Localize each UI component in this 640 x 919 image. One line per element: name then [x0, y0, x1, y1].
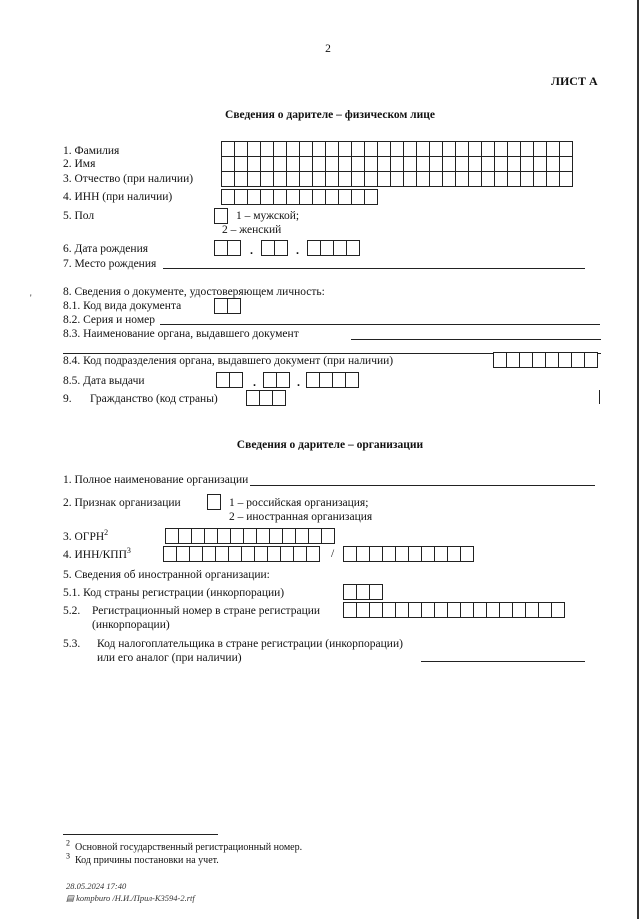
- label-doc-series: 8.2. Серия и номер: [63, 314, 155, 326]
- entry-cell[interactable]: [429, 171, 443, 187]
- label-foreign: 5. Сведения об иностранной организации:: [63, 569, 270, 581]
- entry-cell[interactable]: [260, 189, 274, 205]
- entry-cell[interactable]: [274, 240, 288, 256]
- entry-cell[interactable]: [256, 528, 270, 544]
- entry-cell[interactable]: [356, 584, 370, 600]
- entry-cell[interactable]: [442, 156, 456, 172]
- entry-cell[interactable]: [214, 208, 228, 224]
- entry-cell[interactable]: [247, 141, 261, 157]
- entry-cell[interactable]: [493, 352, 507, 368]
- entry-cell[interactable]: [333, 240, 347, 256]
- entry-cell[interactable]: [230, 528, 244, 544]
- entry-cell[interactable]: [215, 546, 229, 562]
- entry-cell[interactable]: [286, 189, 300, 205]
- entry-cell[interactable]: [312, 141, 326, 157]
- entry-cell[interactable]: [364, 156, 378, 172]
- doc-series-line[interactable]: [160, 324, 600, 325]
- entry-cell[interactable]: [507, 141, 521, 157]
- entry-cell[interactable]: [273, 156, 287, 172]
- entry-cell[interactable]: [351, 171, 365, 187]
- entry-cell[interactable]: [486, 602, 500, 618]
- org-option-foreign: 2 – иностранная организация: [229, 511, 373, 523]
- entry-cell[interactable]: [369, 602, 383, 618]
- gender-cell[interactable]: [214, 208, 227, 224]
- label-inn-kpp: 4. ИНН/КПП$^3$: [63, 546, 131, 561]
- entry-cell[interactable]: [261, 240, 275, 256]
- entry-cell[interactable]: [512, 602, 526, 618]
- entry-cell[interactable]: [377, 156, 391, 172]
- entry-cell[interactable]: [533, 156, 547, 172]
- entry-cell[interactable]: [221, 189, 235, 205]
- entry-cell[interactable]: [525, 602, 539, 618]
- entry-cell[interactable]: [306, 546, 320, 562]
- entry-cell[interactable]: [228, 546, 242, 562]
- entry-cell[interactable]: [546, 141, 560, 157]
- entry-cell[interactable]: [434, 602, 448, 618]
- issue-month-cells[interactable]: [263, 372, 289, 388]
- entry-cell[interactable]: [494, 171, 508, 187]
- entry-cell[interactable]: [447, 546, 461, 562]
- entry-cell[interactable]: [260, 171, 274, 187]
- page-number: 2: [325, 43, 331, 55]
- issuer-line-1[interactable]: [351, 339, 601, 340]
- entry-cell[interactable]: [319, 372, 333, 388]
- entry-cell[interactable]: [395, 602, 409, 618]
- entry-cell[interactable]: [520, 156, 534, 172]
- label-gender: 5. Пол: [63, 210, 95, 222]
- entry-cell[interactable]: [343, 584, 357, 600]
- entry-cell[interactable]: [189, 546, 203, 562]
- entry-cell[interactable]: [227, 240, 241, 256]
- entry-cell[interactable]: [559, 141, 573, 157]
- entry-cell[interactable]: [442, 141, 456, 157]
- entry-cell[interactable]: [263, 372, 277, 388]
- entry-cell[interactable]: [286, 171, 300, 187]
- entry-cell[interactable]: [382, 602, 396, 618]
- entry-cell[interactable]: [558, 352, 572, 368]
- entry-cell[interactable]: [545, 352, 559, 368]
- entry-cell[interactable]: [320, 240, 334, 256]
- entry-cell[interactable]: [312, 171, 326, 187]
- entry-cell[interactable]: [519, 352, 533, 368]
- label-birth-date: 6. Дата рождения: [63, 243, 149, 255]
- entry-cell[interactable]: [321, 528, 335, 544]
- entry-cell[interactable]: [447, 602, 461, 618]
- label-citizenship-num: 9.: [63, 393, 72, 405]
- entry-cell[interactable]: [460, 602, 474, 618]
- entry-cell[interactable]: [356, 602, 370, 618]
- label-issuer: 8.3. Наименование органа, выдавшего документ: [63, 328, 299, 340]
- label-patronymic: 3. Отчество (при наличии): [63, 173, 194, 185]
- entry-cell[interactable]: [429, 156, 443, 172]
- entry-cell[interactable]: [338, 156, 352, 172]
- entry-cell[interactable]: [377, 171, 391, 187]
- firstname-cells[interactable]: [221, 156, 572, 172]
- entry-cell[interactable]: [254, 546, 268, 562]
- entry-cell[interactable]: [351, 141, 365, 157]
- entry-cell[interactable]: [571, 352, 585, 368]
- entry-cell[interactable]: [299, 141, 313, 157]
- entry-cell[interactable]: [546, 171, 560, 187]
- citizenship-cells[interactable]: [246, 390, 285, 406]
- org-option-russian: 1 – российская организация;: [229, 497, 369, 509]
- sheet-label: ЛИСТ А: [551, 74, 598, 88]
- entry-cell[interactable]: [276, 372, 290, 388]
- entry-cell[interactable]: [247, 189, 261, 205]
- doc-type-cells[interactable]: [214, 298, 240, 314]
- inn-kpp-slash: /: [331, 548, 335, 560]
- entry-cell[interactable]: [299, 171, 313, 187]
- entry-cell[interactable]: [442, 171, 456, 187]
- org-name-line[interactable]: [250, 485, 595, 486]
- label-lastname: 1. Фамилия: [63, 145, 120, 157]
- entry-cell[interactable]: [538, 602, 552, 618]
- entry-cell[interactable]: [273, 189, 287, 205]
- entry-cell[interactable]: [364, 189, 378, 205]
- entry-cell[interactable]: [364, 141, 378, 157]
- label-id-doc: 8. Сведения о документе, удостоверяющем личность:: [63, 286, 325, 298]
- entry-cell[interactable]: [481, 141, 495, 157]
- birth-date-sep-1: .: [250, 243, 253, 257]
- page-edge: [637, 0, 639, 919]
- entry-cell[interactable]: [273, 171, 287, 187]
- entry-cell[interactable]: [559, 171, 573, 187]
- entry-cell[interactable]: [520, 171, 534, 187]
- entry-cell[interactable]: [395, 546, 409, 562]
- entry-cell[interactable]: [247, 156, 261, 172]
- section1-title: Сведения о дарителе – физическом лице: [225, 109, 435, 121]
- issuer-code-cells[interactable]: [493, 352, 597, 368]
- entry-cell[interactable]: [234, 156, 248, 172]
- entry-cell[interactable]: [259, 390, 273, 406]
- section2-title: Сведения о дарителе – организации: [236, 439, 424, 451]
- lastname-cells[interactable]: [221, 141, 572, 157]
- reg-country-cells[interactable]: [343, 584, 382, 600]
- entry-cell[interactable]: [221, 141, 235, 157]
- entry-cell[interactable]: [234, 141, 248, 157]
- print-timestamp: 28.05.2024 17:40: [66, 881, 127, 891]
- gender-option-male: 1 – мужской;: [236, 210, 300, 222]
- entry-cell[interactable]: [217, 528, 231, 544]
- entry-cell[interactable]: [468, 171, 482, 187]
- kpp-cells[interactable]: [343, 546, 473, 562]
- ogrn-cells[interactable]: [165, 528, 334, 544]
- entry-cell[interactable]: [434, 546, 448, 562]
- tax-code-line[interactable]: [421, 661, 585, 662]
- entry-cell[interactable]: [455, 171, 469, 187]
- entry-cell[interactable]: [481, 156, 495, 172]
- entry-cell[interactable]: [214, 298, 228, 314]
- footnote-separator: [63, 834, 218, 835]
- entry-cell[interactable]: [351, 156, 365, 172]
- entry-cell[interactable]: [241, 546, 255, 562]
- label-issue-date: 8.5. Дата выдачи: [63, 375, 145, 387]
- ogrn-footnote-mark: 2: [104, 528, 109, 538]
- entry-cell[interactable]: [299, 156, 313, 172]
- label-tax-code-1: Код налогоплательщика в стране регистрации (инкорпорации): [97, 638, 403, 650]
- label-reg-country: 5.1. Код страны регистрации (инкорпорации): [63, 587, 285, 599]
- entry-cell[interactable]: [343, 546, 357, 562]
- entry-cell[interactable]: [234, 189, 248, 205]
- entry-cell[interactable]: [351, 189, 365, 205]
- entry-cell[interactable]: [468, 141, 482, 157]
- entry-cell[interactable]: [390, 141, 404, 157]
- entry-cell[interactable]: [282, 528, 296, 544]
- issue-year-cells[interactable]: [306, 372, 358, 388]
- entry-cell[interactable]: [332, 372, 346, 388]
- entry-cell[interactable]: [382, 546, 396, 562]
- entry-cell[interactable]: [227, 298, 241, 314]
- label-org-name: 1. Полное наименование организации: [63, 474, 249, 486]
- label-tax-code-index: 5.3.: [63, 638, 81, 650]
- entry-cell[interactable]: [176, 546, 190, 562]
- entry-cell[interactable]: [273, 141, 287, 157]
- entry-cell[interactable]: [403, 156, 417, 172]
- entry-cell[interactable]: [202, 546, 216, 562]
- entry-cell[interactable]: [429, 141, 443, 157]
- label-doc-type: 8.1. Код вида документа: [63, 300, 182, 312]
- label-firstname: 2. Имя: [63, 158, 96, 170]
- entry-cell[interactable]: [229, 372, 243, 388]
- entry-cell[interactable]: [403, 171, 417, 187]
- entry-cell[interactable]: [390, 156, 404, 172]
- label-citizenship: Гражданство (код страны): [90, 393, 218, 405]
- entry-cell[interactable]: [260, 156, 274, 172]
- footnote-3: $^3$ Код причины постановки на учет.: [66, 851, 219, 866]
- entry-cell[interactable]: [325, 189, 339, 205]
- entry-cell[interactable]: [377, 141, 391, 157]
- entry-cell[interactable]: [559, 156, 573, 172]
- entry-cell[interactable]: [204, 528, 218, 544]
- entry-cell[interactable]: [165, 528, 179, 544]
- entry-cell[interactable]: [325, 156, 339, 172]
- entry-cell[interactable]: [338, 171, 352, 187]
- file-icon: ▤: [66, 893, 75, 903]
- entry-cell[interactable]: [421, 546, 435, 562]
- entry-cell[interactable]: [468, 156, 482, 172]
- entry-cell[interactable]: [280, 546, 294, 562]
- entry-cell[interactable]: [416, 141, 430, 157]
- entry-cell[interactable]: [234, 171, 248, 187]
- org-inn-cells[interactable]: [163, 546, 319, 562]
- entry-cell[interactable]: [325, 141, 339, 157]
- entry-cell[interactable]: [286, 156, 300, 172]
- entry-cell[interactable]: [494, 141, 508, 157]
- entry-cell[interactable]: [455, 141, 469, 157]
- entry-cell[interactable]: [421, 602, 435, 618]
- entry-cell[interactable]: [325, 171, 339, 187]
- entry-cell[interactable]: [260, 141, 274, 157]
- label-tax-code-2: или его аналог (при наличии): [97, 652, 242, 664]
- entry-cell[interactable]: [221, 156, 235, 172]
- entry-cell[interactable]: [286, 141, 300, 157]
- entry-cell[interactable]: [390, 171, 404, 187]
- entry-cell[interactable]: [343, 602, 357, 618]
- entry-cell[interactable]: [546, 156, 560, 172]
- entry-cell[interactable]: [416, 171, 430, 187]
- birth-day-cells[interactable]: [214, 240, 240, 256]
- issue-date-sep-1: .: [253, 375, 256, 389]
- entry-cell[interactable]: [163, 546, 177, 562]
- right-margin-mark: [599, 390, 600, 404]
- entry-cell[interactable]: [246, 390, 260, 406]
- org-sign-cell[interactable]: [207, 494, 220, 510]
- issue-day-cells[interactable]: [216, 372, 242, 388]
- entry-cell[interactable]: [243, 528, 257, 544]
- margin-speck: ': [30, 293, 32, 303]
- entry-cell[interactable]: [191, 528, 205, 544]
- entry-cell[interactable]: [306, 372, 320, 388]
- entry-cell[interactable]: [269, 528, 283, 544]
- entry-cell[interactable]: [506, 352, 520, 368]
- entry-cell[interactable]: [408, 602, 422, 618]
- entry-cell[interactable]: [307, 240, 321, 256]
- entry-cell[interactable]: [499, 602, 513, 618]
- entry-cell[interactable]: [533, 141, 547, 157]
- entry-cell[interactable]: [369, 584, 383, 600]
- entry-cell[interactable]: [178, 528, 192, 544]
- entry-cell[interactable]: [312, 189, 326, 205]
- entry-cell[interactable]: [584, 352, 598, 368]
- birth-month-cells[interactable]: [261, 240, 287, 256]
- entry-cell[interactable]: [455, 156, 469, 172]
- entry-cell[interactable]: [481, 171, 495, 187]
- birth-place-line[interactable]: [163, 268, 585, 269]
- birth-year-cells[interactable]: [307, 240, 359, 256]
- entry-cell[interactable]: [507, 156, 521, 172]
- entry-cell[interactable]: [507, 171, 521, 187]
- entry-cell[interactable]: [214, 240, 228, 256]
- entry-cell[interactable]: [312, 156, 326, 172]
- entry-cell[interactable]: [267, 546, 281, 562]
- label-reg-num-index: 5.2.: [63, 605, 81, 617]
- patronymic-cells[interactable]: [221, 171, 572, 187]
- label-org-sign: 2. Признак организации: [63, 497, 181, 509]
- entry-cell[interactable]: [369, 546, 383, 562]
- label-reg-num-1: Регистрационный номер в стране регистрации: [92, 605, 321, 617]
- entry-cell[interactable]: [416, 156, 430, 172]
- entry-cell[interactable]: [408, 546, 422, 562]
- entry-cell[interactable]: [356, 546, 370, 562]
- entry-cell[interactable]: [293, 546, 307, 562]
- birth-date-sep-2: .: [296, 243, 299, 257]
- entry-cell[interactable]: [272, 390, 286, 406]
- gender-option-female: 2 – женский: [222, 224, 282, 236]
- entry-cell[interactable]: [520, 141, 534, 157]
- entry-cell[interactable]: [345, 372, 359, 388]
- entry-cell[interactable]: [460, 546, 474, 562]
- issue-date-sep-2: .: [297, 375, 300, 389]
- label-inn: 4. ИНН (при наличии): [63, 191, 173, 203]
- entry-cell[interactable]: [403, 141, 417, 157]
- label-ogrn: 3. ОГРН$^2$: [63, 528, 109, 543]
- entry-cell[interactable]: [494, 156, 508, 172]
- entry-cell[interactable]: [338, 189, 352, 205]
- file-path: ▤ kompburo /Н.И./Прил-К3594-2.rtf: [66, 893, 195, 903]
- entry-cell[interactable]: [216, 372, 230, 388]
- inn-kpp-footnote-mark: 3: [126, 546, 131, 556]
- label-reg-num-2: (инкорпорации): [92, 619, 170, 631]
- entry-cell[interactable]: [295, 528, 309, 544]
- label-birth-place: 7. Место рождения: [63, 258, 157, 270]
- label-issuer-code: 8.4. Код подразделения органа, выдавшего документ (при наличии): [63, 355, 394, 367]
- entry-cell[interactable]: [473, 602, 487, 618]
- footnote-2: $^2$ Основной государственный регистрационный номер.: [66, 838, 303, 853]
- entry-cell[interactable]: [308, 528, 322, 544]
- entry-cell[interactable]: [364, 171, 378, 187]
- entry-cell[interactable]: [247, 171, 261, 187]
- inn-cells[interactable]: [221, 189, 377, 205]
- entry-cell[interactable]: [551, 602, 565, 618]
- entry-cell[interactable]: [221, 171, 235, 187]
- reg-num-cells[interactable]: [343, 602, 564, 618]
- entry-cell[interactable]: [299, 189, 313, 205]
- entry-cell[interactable]: [338, 141, 352, 157]
- entry-cell[interactable]: [532, 352, 546, 368]
- entry-cell[interactable]: [346, 240, 360, 256]
- entry-cell[interactable]: [533, 171, 547, 187]
- entry-cell[interactable]: [207, 494, 221, 510]
